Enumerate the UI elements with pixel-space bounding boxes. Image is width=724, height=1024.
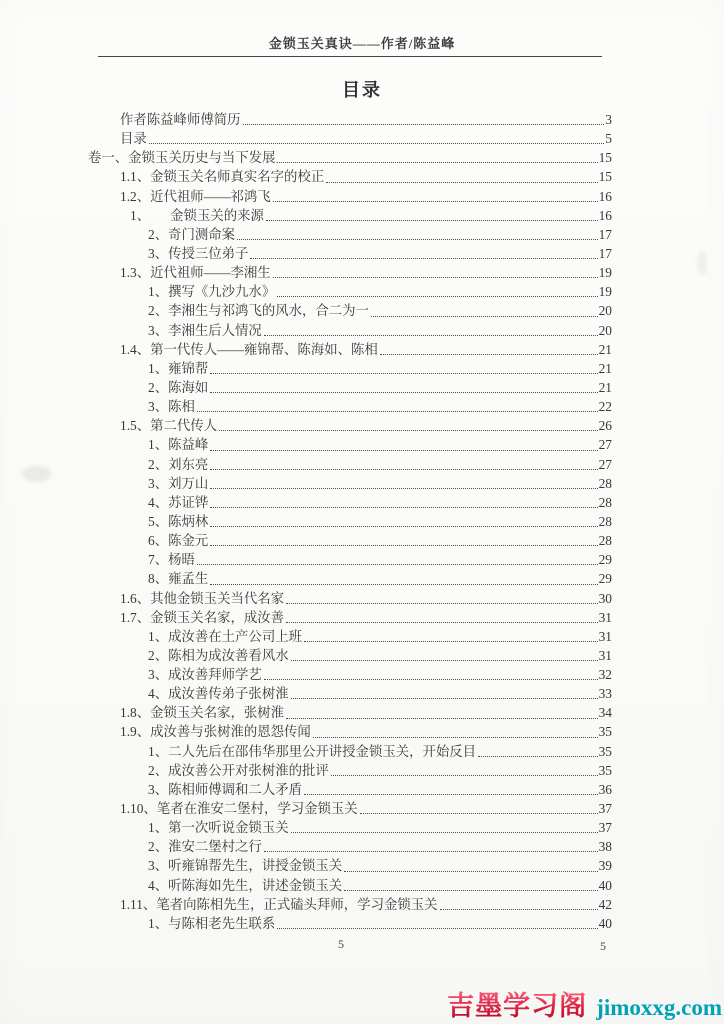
toc-entry-title: 1.10、笔者在淮安二堡村，学习金锁玉关	[120, 801, 358, 817]
watermark-brand-text: 吉墨学习阁	[447, 984, 587, 1023]
footer-page-number-right: 5	[600, 939, 606, 953]
toc-page-number: 38	[598, 839, 612, 855]
toc-leader-dots	[273, 201, 598, 202]
toc-entry-title: 7、杨晤	[148, 552, 195, 568]
toc-page-number: 19	[598, 265, 612, 281]
toc-leader-dots	[210, 392, 597, 393]
watermark	[447, 984, 722, 1023]
toc-page-number: 21	[598, 341, 612, 357]
toc-page-number: 26	[598, 418, 612, 434]
toc-leader-dots	[197, 411, 598, 412]
scan-edge-artifact	[697, 250, 707, 276]
toc-page-number: 35	[598, 724, 612, 740]
toc-page-number: 31	[598, 628, 612, 644]
toc-entry-title: 1、二人先后在邵伟华那里公开讲授金锁玉关，开始反目	[148, 743, 477, 759]
toc-entry	[88, 282, 612, 301]
toc-page-number: 27	[598, 437, 612, 453]
toc-entry-title: 1.6、其他金锁玉关当代名家	[120, 590, 285, 606]
toc-leader-dots	[197, 564, 598, 565]
toc-entry	[88, 340, 612, 359]
toc-entry	[88, 129, 612, 148]
toc-entry-title: 1、雍锦帮	[148, 360, 209, 376]
toc-entry-title: 1、撰写《九沙九水》	[148, 284, 276, 300]
toc-page-number: 31	[598, 647, 612, 663]
toc-entry	[88, 646, 612, 665]
toc-leader-dots	[304, 794, 598, 795]
toc-leader-dots	[210, 507, 597, 508]
toc-page-number: 17	[598, 245, 612, 261]
footer-page-number-center: 5	[338, 937, 344, 951]
toc-leader-dots	[264, 335, 598, 336]
toc-page-number: 29	[598, 571, 612, 587]
toc-leader-dots	[273, 277, 598, 278]
toc-leader-dots	[331, 775, 598, 776]
toc-entry	[88, 148, 612, 167]
toc-entry	[88, 206, 612, 225]
toc-entry-title: 3、成汝善拜师学艺	[148, 667, 262, 683]
toc-entry	[88, 301, 612, 320]
toc-entry-title: 4、听陈海如先生，讲述金锁玉关	[148, 877, 343, 893]
toc-entry	[88, 665, 612, 684]
toc-page-number: 30	[598, 590, 612, 606]
toc-page-number: 15	[598, 150, 612, 166]
toc-entry	[88, 455, 612, 474]
toc-page-number: 34	[598, 705, 612, 721]
toc-entry-title: 2、奇门测命案	[148, 226, 236, 242]
toc-page-number: 22	[598, 399, 612, 415]
toc-entry	[88, 684, 612, 703]
toc-page-number: 42	[598, 896, 612, 912]
toc-leader-dots	[380, 354, 598, 355]
toc-entry-title: 4、成汝善传弟子张树淮	[148, 686, 289, 702]
toc-entry-title: 1.1、金锁玉关名师真实名字的校正	[120, 169, 325, 185]
toc-page-number: 28	[598, 513, 612, 529]
toc-leader-dots	[210, 373, 597, 374]
toc-leader-dots	[219, 430, 598, 431]
toc-leader-dots	[371, 316, 598, 317]
toc-entry	[88, 569, 612, 588]
toc-page-number: 39	[598, 858, 612, 874]
toc-entry-title: 1、与陈相老先生联系	[148, 915, 276, 931]
toc-entry-title: 1、陈益峰	[148, 437, 209, 453]
toc-leader-dots	[266, 220, 598, 221]
toc-page-number: 29	[598, 552, 612, 568]
toc-entry-title: 6、陈金元	[148, 533, 209, 549]
toc-leader-dots	[149, 143, 605, 144]
watermark-site-url: jimoxxg.com	[596, 995, 722, 1020]
toc-leader-dots	[286, 622, 598, 623]
toc-page-number: 40	[598, 877, 612, 893]
toc-leader-dots	[250, 258, 597, 259]
toc-entry	[88, 856, 612, 875]
toc-entry	[88, 187, 612, 206]
toc-page-number: 36	[598, 781, 612, 797]
toc-entry	[88, 818, 612, 837]
toc-entry-title: 3、传授三位弟子	[148, 245, 249, 261]
toc-entry	[88, 416, 612, 435]
toc-page-number: 32	[598, 667, 612, 683]
toc-entry	[88, 474, 612, 493]
toc-entry-title: 3、刘万山	[148, 475, 209, 491]
toc-leader-dots	[210, 526, 597, 527]
toc-leader-dots	[326, 182, 597, 183]
toc-page-number: 17	[598, 226, 612, 242]
toc-leader-dots	[210, 584, 597, 585]
toc-entry	[88, 512, 612, 531]
toc-leader-dots	[210, 545, 597, 546]
toc-page-number: 35	[598, 762, 612, 778]
toc-entry-title: 1、成汝善在土产公司上班	[148, 628, 302, 644]
toc-entry-title: 3、听雍锦帮先生，讲授金锁玉关	[148, 858, 343, 874]
toc-page-number: 27	[598, 456, 612, 472]
toc-entry-title: 1、 金锁玉关的来源	[130, 207, 264, 223]
toc-leader-dots	[478, 756, 598, 757]
toc-leader-dots	[440, 909, 598, 910]
toc-entry-title: 1.5、第二代传人	[120, 418, 218, 434]
toc-entry-title: 1.7、金锁玉关名家，成汝善	[120, 609, 285, 625]
running-header-title: 金锁玉关真诀——作者/陈益峰	[268, 36, 456, 51]
toc-page-number: 28	[598, 494, 612, 510]
toc-entry-title: 3、李湘生后人情况	[148, 322, 262, 338]
toc-entry-title: 3、陈相	[148, 399, 195, 415]
toc-leader-dots	[264, 851, 598, 852]
toc-entry	[88, 608, 612, 627]
toc-entry-title: 4、苏证铧	[148, 494, 209, 510]
toc-page-number: 20	[598, 322, 612, 338]
toc-entry	[88, 550, 612, 569]
toc-leader-dots	[264, 679, 598, 680]
toc-entry	[88, 321, 612, 340]
toc-page-number: 16	[598, 188, 612, 204]
toc-list	[88, 110, 612, 933]
toc-entry-title: 8、雍孟生	[148, 571, 209, 587]
toc-entry-title: 1.3、近代祖师——李湘生	[120, 265, 271, 281]
scan-smudge-artifact	[22, 466, 52, 482]
toc-page-number: 35	[598, 743, 612, 759]
toc-page-number: 40	[598, 915, 612, 931]
toc-entry-title: 1.11、笔者向陈相先生，正式磕头拜师，学习金锁玉关	[120, 896, 438, 912]
header-divider-rule	[98, 56, 602, 57]
toc-entry	[88, 435, 612, 454]
toc-entry-title: 1.8、金锁玉关名家，张树淮	[120, 705, 285, 721]
toc-entry	[88, 378, 612, 397]
toc-page-number: 20	[598, 303, 612, 319]
toc-entry-title: 2、陈相为成汝善看风水	[148, 647, 289, 663]
toc-entry-title: 2、成汝善公开对张树淮的批评	[148, 762, 329, 778]
toc-page-number: 21	[598, 379, 612, 395]
toc-entry	[88, 895, 612, 914]
toc-page-number: 33	[598, 686, 612, 702]
toc-leader-dots	[313, 737, 598, 738]
toc-entry-title: 2、李湘生与祁鸿飞的风水，合二为一	[148, 303, 369, 319]
toc-entry-title: 卷一、金锁玉关历史与当下发展	[88, 150, 276, 166]
toc-leader-dots	[286, 603, 598, 604]
toc-entry	[88, 837, 612, 856]
toc-entry-title: 3、陈相师傅调和二人矛盾	[148, 781, 302, 797]
toc-entry	[88, 761, 612, 780]
toc-entry-title: 目录	[120, 131, 147, 147]
toc-page-number: 3	[605, 111, 612, 127]
toc-leader-dots	[277, 928, 597, 929]
toc-page-number: 31	[598, 609, 612, 625]
toc-entry-title: 5、陈炳林	[148, 513, 209, 529]
toc-entry-title: 1.2、近代祖师——祁鸿飞	[120, 188, 271, 204]
toc-leader-dots	[210, 450, 597, 451]
toc-leader-dots	[277, 162, 597, 163]
toc-entry	[88, 397, 612, 416]
toc-heading: 目录	[342, 80, 382, 100]
toc-leader-dots	[286, 718, 598, 719]
toc-entry-title: 1.9、成汝善与张树淮的恩怨传闻	[120, 724, 311, 740]
toc-page-number: 19	[598, 284, 612, 300]
toc-leader-dots	[304, 641, 598, 642]
toc-entry	[88, 244, 612, 263]
toc-leader-dots	[210, 488, 597, 489]
toc-entry-title: 作者陈益峰师傅简历	[120, 111, 241, 127]
toc-entry	[88, 167, 612, 186]
toc-entry-title: 1.4、第一代传人——雍锦帮、陈海如、陈相	[120, 341, 378, 357]
toc-entry	[88, 531, 612, 550]
toc-leader-dots	[344, 871, 597, 872]
toc-entry-title: 2、陈海如	[148, 379, 209, 395]
toc-entry	[88, 493, 612, 512]
toc-entry	[88, 876, 612, 895]
toc-entry	[88, 359, 612, 378]
toc-entry	[88, 914, 612, 933]
toc-page-number: 5	[605, 131, 612, 147]
toc-page-number: 21	[598, 360, 612, 376]
toc-leader-dots	[291, 698, 598, 699]
toc-leader-dots	[291, 660, 598, 661]
toc-page-number: 37	[598, 801, 612, 817]
toc-entry-title: 2、淮安二堡村之行	[148, 839, 262, 855]
toc-page-number: 15	[598, 169, 612, 185]
toc-entry	[88, 110, 612, 129]
toc-leader-dots	[360, 813, 598, 814]
toc-entry	[88, 589, 612, 608]
toc-page-number: 28	[598, 533, 612, 549]
toc-entry	[88, 723, 612, 742]
toc-page-number: 16	[598, 207, 612, 223]
toc-entry	[88, 799, 612, 818]
toc-entry	[88, 742, 612, 761]
toc-leader-dots	[243, 124, 605, 125]
toc-leader-dots	[291, 832, 598, 833]
toc-leader-dots	[344, 890, 597, 891]
toc-entry	[88, 225, 612, 244]
toc-entry-title: 1、第一次听说金锁玉关	[148, 820, 289, 836]
toc-leader-dots	[210, 469, 597, 470]
toc-entry	[88, 627, 612, 646]
toc-leader-dots	[277, 296, 597, 297]
toc-entry	[88, 703, 612, 722]
toc-page-number: 37	[598, 820, 612, 836]
toc-entry	[88, 263, 612, 282]
toc-entry-title: 2、刘东亮	[148, 456, 209, 472]
toc-entry	[88, 780, 612, 799]
toc-leader-dots	[237, 239, 598, 240]
toc-page-number: 28	[598, 475, 612, 491]
